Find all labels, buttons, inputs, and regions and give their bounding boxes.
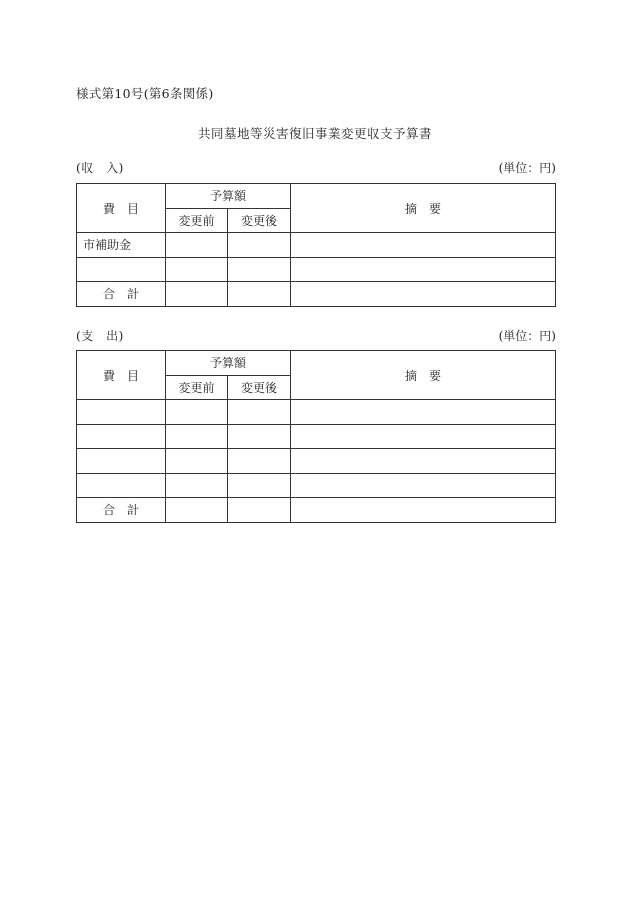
- expense-header-after: 変更後: [228, 375, 291, 400]
- income-total-label: 合 計: [77, 282, 166, 307]
- expense-row-after[interactable]: [228, 473, 291, 498]
- table-row: [77, 233, 556, 258]
- expense-header-budget: 予算額: [166, 351, 291, 376]
- expense-row-after[interactable]: [228, 449, 291, 474]
- income-row-before[interactable]: [166, 257, 228, 282]
- income-header-after: 変更後: [228, 208, 291, 233]
- table-row: [77, 449, 556, 474]
- form-number: 様式第10号(第6条関係): [76, 86, 214, 101]
- expense-total-remarks[interactable]: [291, 498, 556, 523]
- expense-row-before[interactable]: [166, 449, 228, 474]
- expense-header-item: 費 目: [77, 351, 166, 400]
- expense-section-header: [76, 327, 556, 343]
- income-row-after[interactable]: [228, 257, 291, 282]
- expense-row-after[interactable]: [228, 424, 291, 449]
- expense-row-item: [77, 449, 166, 474]
- income-row-item: [77, 257, 166, 282]
- income-section-header: [76, 159, 556, 175]
- document-title: 共同墓地等災害復旧事業変更収支予算書: [197, 126, 432, 141]
- expense-row-remarks[interactable]: [291, 449, 556, 474]
- expense-row-item: [77, 473, 166, 498]
- expense-row-remarks[interactable]: [291, 473, 556, 498]
- income-row-remarks[interactable]: [291, 257, 556, 282]
- expense-row-after[interactable]: [228, 400, 291, 425]
- expense-total-label: 合 計: [77, 498, 166, 523]
- income-section-label: (収 入): [76, 161, 124, 175]
- income-unit-label: (単位：円): [498, 161, 556, 175]
- income-header-row: [77, 184, 556, 209]
- expense-row-item: [77, 400, 166, 425]
- income-row-before[interactable]: [166, 233, 228, 258]
- expense-row-item: [77, 424, 166, 449]
- income-total-before[interactable]: [166, 282, 228, 307]
- income-header-item: 費 目: [77, 184, 166, 233]
- income-total-remarks[interactable]: [291, 282, 556, 307]
- income-header-budget: 予算額: [166, 184, 291, 209]
- expense-header-before: 変更前: [166, 375, 228, 400]
- expense-row-remarks[interactable]: [291, 400, 556, 425]
- expense-row-before[interactable]: [166, 400, 228, 425]
- income-table: [76, 183, 556, 307]
- expense-row-remarks[interactable]: [291, 424, 556, 449]
- expense-section-label: (支 出): [76, 329, 124, 343]
- income-header-remarks: 摘 要: [291, 184, 556, 233]
- expense-table: [76, 350, 556, 523]
- expense-row-before[interactable]: [166, 424, 228, 449]
- expense-total-row: [77, 498, 556, 523]
- income-header-before: 変更前: [166, 208, 228, 233]
- table-row: [77, 400, 556, 425]
- table-row: [77, 424, 556, 449]
- expense-unit-label: (単位：円): [498, 329, 556, 343]
- expense-total-after[interactable]: [228, 498, 291, 523]
- income-total-after[interactable]: [228, 282, 291, 307]
- expense-header-row: [77, 351, 556, 376]
- income-total-row: [77, 282, 556, 307]
- table-row: [77, 257, 556, 282]
- expense-header-remarks: 摘 要: [291, 351, 556, 400]
- income-row-item: 市補助金: [77, 233, 166, 258]
- table-row: [77, 473, 556, 498]
- expense-row-before[interactable]: [166, 473, 228, 498]
- income-row-after[interactable]: [228, 233, 291, 258]
- expense-total-before[interactable]: [166, 498, 228, 523]
- income-row-remarks[interactable]: [291, 233, 556, 258]
